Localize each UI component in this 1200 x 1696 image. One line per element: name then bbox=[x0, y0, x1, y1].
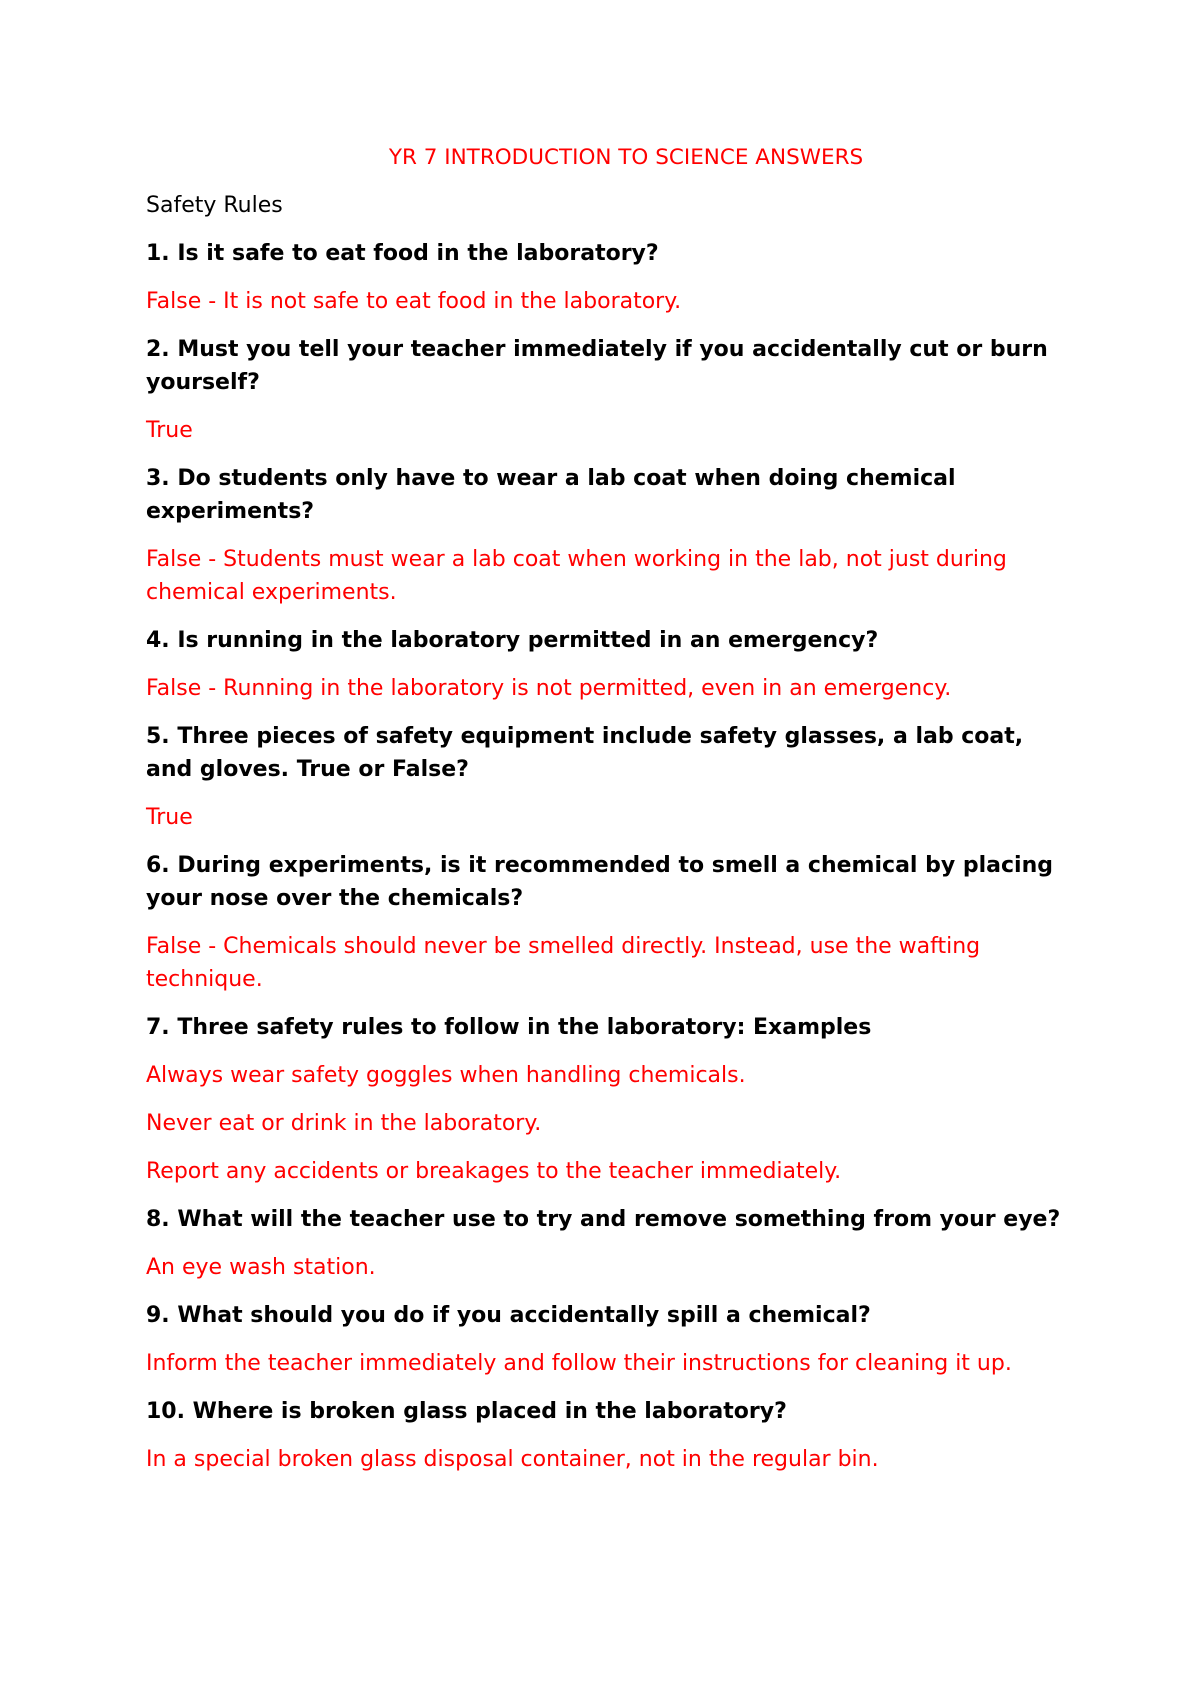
document-title: YR 7 INTRODUCTION TO SCIENCE ANSWERS bbox=[388, 145, 864, 170]
answer: An eye wash station. bbox=[146, 1255, 376, 1280]
qa-item-9 bbox=[146, 1299, 1076, 1380]
question: 6. During experiments, is it recommended to smell a chemical by placing your nose over the chemicals? bbox=[146, 853, 1053, 911]
question: 3. Do students only have to wear a lab coat when doing chemical experiments? bbox=[146, 466, 956, 524]
document-body bbox=[146, 141, 1076, 1491]
qa-item-10 bbox=[146, 1395, 1076, 1476]
answer: False - Running in the laboratory is not permitted, even in an emergency. bbox=[146, 676, 952, 701]
answer: False - Students must wear a lab coat when working in the lab, not just during chemical experiments. bbox=[146, 547, 1007, 605]
answer: In a special broken glass disposal container, not in the regular bin. bbox=[146, 1447, 879, 1472]
section-heading: Safety Rules bbox=[146, 193, 283, 218]
question: 7. Three safety rules to follow in the laboratory: Examples bbox=[146, 1015, 872, 1040]
answer: Always wear safety goggles when handling chemicals. bbox=[146, 1063, 746, 1088]
question: 8. What will the teacher use to try and remove something from your eye? bbox=[146, 1207, 1061, 1232]
qa-item-3 bbox=[146, 462, 1076, 609]
qa-item-4 bbox=[146, 624, 1076, 705]
answer: True bbox=[146, 805, 193, 830]
question: 2. Must you tell your teacher immediately if you accidentally cut or burn yourself? bbox=[146, 337, 1048, 395]
qa-item-6 bbox=[146, 849, 1076, 996]
qa-item-2 bbox=[146, 333, 1076, 447]
qa-item-5 bbox=[146, 720, 1076, 834]
answer: False - Chemicals should never be smelled directly. Instead, use the wafting technique. bbox=[146, 934, 981, 992]
question: 10. Where is broken glass placed in the laboratory? bbox=[146, 1399, 787, 1424]
answer: True bbox=[146, 418, 193, 443]
question: 4. Is running in the laboratory permitted in an emergency? bbox=[146, 628, 879, 653]
answer: Inform the teacher immediately and follow their instructions for cleaning it up. bbox=[146, 1351, 1012, 1376]
question: 5. Three pieces of safety equipment include safety glasses, a lab coat, and gloves. True or False? bbox=[146, 724, 1024, 782]
answer: False - It is not safe to eat food in the laboratory. bbox=[146, 289, 682, 314]
question: 9. What should you do if you accidentally spill a chemical? bbox=[146, 1303, 871, 1328]
question: 1. Is it safe to eat food in the laboratory? bbox=[146, 241, 659, 266]
answer: Never eat or drink in the laboratory. bbox=[146, 1111, 542, 1136]
qa-item-8 bbox=[146, 1203, 1076, 1284]
qa-item-1 bbox=[146, 237, 1076, 318]
qa-item-7 bbox=[146, 1011, 1076, 1188]
answer: Report any accidents or breakages to the teacher immediately. bbox=[146, 1159, 842, 1184]
